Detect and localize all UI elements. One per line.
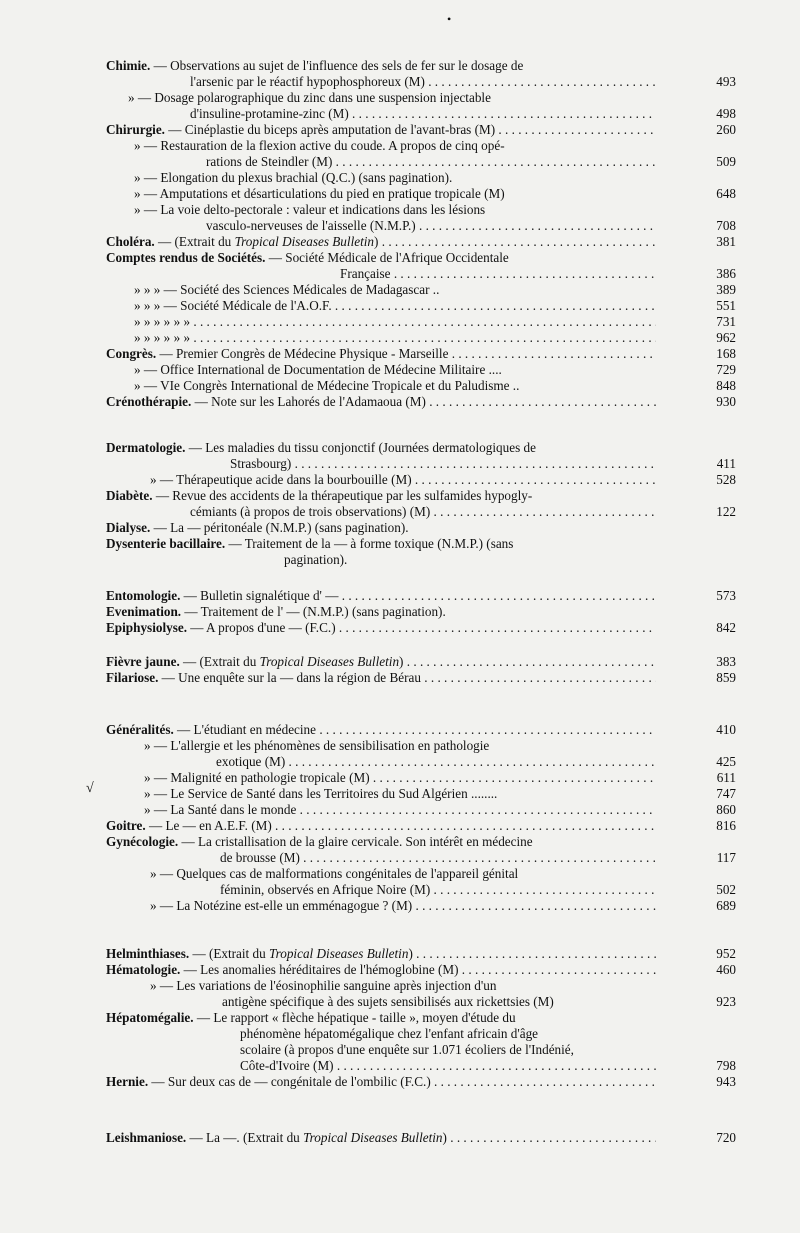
page-number: 260: [716, 122, 736, 137]
page-number: 502: [716, 882, 736, 897]
entry-heading: Dermatologie.: [106, 440, 186, 455]
page-number: 460: [716, 962, 736, 977]
index-entry: [0, 978, 800, 994]
entry-text: [150, 866, 692, 882]
page-number: 611: [716, 770, 736, 785]
entry-text: [144, 786, 656, 802]
index-entry: [0, 520, 800, 536]
entry-text: [144, 802, 656, 818]
entry-heading: Leishmaniose.: [106, 1130, 187, 1145]
entry-title: — Observations au sujet de l'influence des sels de fer sur le dosage de: [150, 58, 524, 73]
entry-title: — Traitement de l' — (N.M.P.) (sans pagination).: [181, 604, 446, 619]
page-number: 816: [716, 818, 736, 833]
entry-title: cémiants (à propos de trois observations) (M): [190, 504, 431, 519]
index-entry: [0, 818, 800, 834]
index-entry: [0, 250, 800, 266]
page-number: 389: [716, 282, 736, 297]
entry-title: — Une enquête sur la — dans la région de Bérau: [158, 670, 421, 685]
entry-title: » » » — Société des Sciences Médicales de Madagascar ..: [134, 282, 440, 297]
entry-text: [106, 394, 656, 410]
entry-text: [134, 202, 692, 218]
entry-text: [144, 770, 656, 786]
entry-text: [222, 994, 656, 1010]
index-entry: [0, 106, 800, 122]
entry-title: » » » — Société Médicale de l'A.O.F.: [134, 298, 332, 313]
entry-text: [190, 106, 656, 122]
entry-text: [106, 670, 656, 686]
entry-title: féminin, observés en Afrique Noire (M): [220, 882, 431, 897]
index-entry: [0, 202, 800, 218]
entry-heading: Comptes rendus de Sociétés.: [106, 250, 266, 265]
entry-title: — Sur deux cas de — congénitale de l'ombilic (F.C.): [148, 1074, 431, 1089]
page-number: 573: [716, 588, 736, 603]
entry-text: [106, 1130, 656, 1146]
journal-title: Tropical Diseases Bulletin: [303, 1130, 443, 1145]
index-entry: [0, 722, 800, 738]
page-number: 798: [716, 1058, 736, 1073]
index-entry: [0, 488, 800, 504]
page-number: 528: [716, 472, 736, 487]
index-entry: [0, 738, 800, 754]
entry-title: — Premier Congrès de Médecine Physique - Marseille: [156, 346, 449, 361]
index-entry: [0, 472, 800, 488]
entry-text: [240, 1026, 692, 1042]
entry-title: — Société Médicale de l'Afrique Occidentale: [265, 250, 509, 265]
page-number: 117: [716, 850, 736, 865]
page-number: 962: [716, 330, 736, 345]
entry-text: [134, 138, 692, 154]
entry-title: antigène spécifique à des sujets sensibilisés aux rickettsies (M): [222, 994, 554, 1009]
page-number: 168: [716, 346, 736, 361]
index-entry: [0, 882, 800, 898]
index-entry: [0, 138, 800, 154]
page-number: 729: [716, 362, 736, 377]
entry-text: [106, 620, 656, 636]
entry-text: [128, 90, 692, 106]
entry-text: [150, 472, 656, 488]
index-entry: [0, 266, 800, 282]
entry-title: — (Extrait du Tropical Diseases Bulletin): [189, 946, 413, 961]
page-number: 952: [716, 946, 736, 961]
entry-title: — Traitement de la — à forme toxique (N.M.P.) (sans: [225, 536, 514, 551]
entry-heading: Hématologie.: [106, 962, 181, 977]
page-number: 708: [716, 218, 736, 233]
index-entry: [0, 440, 800, 456]
entry-text: [106, 346, 656, 362]
index-entry: [0, 898, 800, 914]
index-entry: [0, 90, 800, 106]
entry-title: » — Amputations et désarticulations du pied en pratique tropicale (M): [134, 186, 505, 201]
page-number: 498: [716, 106, 736, 121]
entry-title: phénomène hépatomégalique chez l'enfant africain d'âge: [240, 1026, 539, 1041]
entry-text: [106, 834, 692, 850]
entry-text: [106, 946, 656, 962]
entry-heading: Chimie.: [106, 58, 151, 73]
entry-text: [106, 654, 656, 670]
entry-text: [220, 882, 656, 898]
entry-heading: Helminthiases.: [106, 946, 190, 961]
page-number: 731: [716, 314, 736, 329]
entry-heading: Choléra.: [106, 234, 155, 249]
index-entry: [0, 186, 800, 202]
index-entry: [0, 850, 800, 866]
top-mark: •: [447, 12, 452, 26]
entry-heading: Dialyse.: [106, 520, 151, 535]
entry-text: [106, 234, 656, 250]
entry-heading: Epiphysiolyse.: [106, 620, 187, 635]
index-entry: [0, 620, 800, 636]
index-entry: [0, 834, 800, 850]
entry-text: [106, 1074, 656, 1090]
index-entry: [0, 394, 800, 410]
entry-text: [106, 122, 656, 138]
entry-text: [206, 154, 656, 170]
entry-heading: Goitre.: [106, 818, 146, 833]
entry-title: » — Thérapeutique acide dans la bourbouille (M): [150, 472, 412, 487]
entry-title: » » » » » »: [134, 330, 191, 345]
entry-title: » — La Santé dans le monde: [144, 802, 297, 817]
index-entry: [0, 74, 800, 90]
entry-title: — Bulletin signalétique d' —: [180, 588, 339, 603]
index-entry: [0, 362, 800, 378]
entry-title: exotique (M): [216, 754, 286, 769]
entry-text: [106, 962, 656, 978]
entry-title: — A propos d'une — (F.C.): [187, 620, 336, 635]
entry-text: [106, 488, 692, 504]
page-number: 848: [716, 378, 736, 393]
index-entry: [0, 552, 800, 568]
index-entry: [0, 588, 800, 604]
entry-title: — Cinéplastie du biceps après amputation de l'avant-bras (M): [164, 122, 496, 137]
entry-text: [106, 536, 692, 552]
index-entry: [0, 58, 800, 74]
entry-title: scolaire (à propos d'une enquête sur 1.071 écoliers de l'Indénié,: [240, 1042, 574, 1057]
entry-heading: Hépatomégalie.: [106, 1010, 194, 1025]
page-number: 943: [716, 1074, 736, 1089]
index-entry: [0, 1042, 800, 1058]
index-entry: [0, 770, 800, 786]
page-number: 720: [716, 1130, 736, 1145]
page-number: 381: [716, 234, 736, 249]
entry-title: — Note sur les Lahorés de l'Adamaoua (M): [191, 394, 426, 409]
entry-title: » — L'allergie et les phénomènes de sensibilisation en pathologie: [144, 738, 490, 753]
page-number: 425: [716, 754, 736, 769]
entry-title: Française: [340, 266, 391, 281]
entry-title: — La cristallisation de la glaire cervicale. Son intérêt en médecine: [178, 834, 533, 849]
entry-text: [134, 298, 656, 314]
entry-text: [134, 330, 656, 346]
entry-title: l'arsenic par le réactif hypophosphoreux (M): [190, 74, 425, 89]
entry-heading: Filariose.: [106, 670, 159, 685]
index-entry: [0, 1058, 800, 1074]
entry-title: de brousse (M): [220, 850, 300, 865]
entry-heading: Hernie.: [106, 1074, 149, 1089]
index-entry: [0, 670, 800, 686]
entry-title: — Le — en A.E.F. (M): [145, 818, 272, 833]
index-entry: [0, 786, 800, 802]
index-entry: [0, 604, 800, 620]
entry-title: — L'étudiant en médecine: [173, 722, 317, 737]
entry-text: [106, 1010, 692, 1026]
page-number: 551: [716, 298, 736, 313]
index-entry: [0, 1074, 800, 1090]
page-number: 122: [716, 504, 736, 519]
index-entry: [0, 536, 800, 552]
entry-text: [134, 186, 656, 202]
index-entry: [0, 282, 800, 298]
page-number: 923: [716, 994, 736, 1009]
entry-text: [106, 722, 656, 738]
entry-title: — (Extrait du Tropical Diseases Bulletin): [179, 654, 404, 669]
entry-text: [206, 218, 656, 234]
entry-title: — Le rapport « flèche hépatique - taille », moyen d'étude du: [193, 1010, 516, 1025]
entry-heading: Evenimation.: [106, 604, 182, 619]
entry-heading: Chirurgie.: [106, 122, 165, 137]
entry-text: [134, 362, 656, 378]
index-entry: [0, 802, 800, 818]
index-entry: [0, 234, 800, 250]
entry-heading: Congrès.: [106, 346, 157, 361]
page-number: 747: [716, 786, 736, 801]
entry-title: d'insuline-protamine-zinc (M): [190, 106, 349, 121]
index-entry: [0, 154, 800, 170]
index-entry: [0, 378, 800, 394]
index-entry: [0, 994, 800, 1010]
page-number: 410: [716, 722, 736, 737]
index-entry: [0, 654, 800, 670]
page-number: 493: [716, 74, 736, 89]
entry-title: — La — péritonéale (N.M.P.) (sans pagination).: [150, 520, 409, 535]
page-number: 509: [716, 154, 736, 169]
entry-title: Strasbourg): [230, 456, 292, 471]
entry-title: » — Le Service de Santé dans les Territoires du Sud Algérien ........: [144, 786, 498, 801]
entry-title: rations de Steindler (M): [206, 154, 333, 169]
entry-title: » — Dosage polarographique du zinc dans une suspension injectable: [128, 90, 491, 105]
entry-text: [216, 754, 656, 770]
entry-text: [134, 378, 656, 394]
entry-text: [284, 552, 692, 568]
entry-heading: Crénothérapie.: [106, 394, 192, 409]
index-entry: [0, 1026, 800, 1042]
entry-text: [240, 1042, 692, 1058]
entry-text: [190, 74, 656, 90]
index-entry: [0, 346, 800, 362]
entry-text: [190, 504, 656, 520]
entry-text: [106, 818, 656, 834]
index-entry: [0, 866, 800, 882]
entry-heading: Fièvre jaune.: [106, 654, 180, 669]
entry-title: » — Quelques cas de malformations congénitales de l'appareil génital: [150, 866, 519, 881]
index-entry: [0, 314, 800, 330]
page-number: 842: [716, 620, 736, 635]
entry-text: [106, 520, 692, 536]
page-number: 930: [716, 394, 736, 409]
entry-text: [150, 898, 656, 914]
entry-title: » — VIe Congrès International de Médecine Tropicale et du Paludisme ..: [134, 378, 520, 393]
entry-text: [240, 1058, 656, 1074]
entry-text: [150, 978, 692, 994]
index-entry: [0, 946, 800, 962]
entry-title: » — La voie delto-pectorale : valeur et indications dans les lésions: [134, 202, 486, 217]
entry-text: [106, 588, 656, 604]
entry-title: — Les anomalies héréditaires de l'hémoglobine (M): [180, 962, 459, 977]
journal-title: Tropical Diseases Bulletin: [234, 234, 375, 249]
index-entry: [0, 298, 800, 314]
index-entry: [0, 504, 800, 520]
margin-check-mark: √: [86, 781, 94, 796]
journal-title: Tropical Diseases Bulletin: [259, 654, 400, 669]
index-entry: [0, 218, 800, 234]
entry-title: pagination).: [284, 552, 348, 567]
entry-title: — La —. (Extrait du Tropical Diseases Bulletin): [186, 1130, 447, 1145]
entry-text: [106, 250, 692, 266]
entry-text: [134, 314, 656, 330]
entry-text: [106, 604, 692, 620]
entry-text: [220, 850, 656, 866]
entry-text: [106, 58, 692, 74]
index-entry: [0, 122, 800, 138]
page-number: 648: [716, 186, 736, 201]
page-number: 411: [716, 456, 736, 471]
entry-title: » — La Notézine est-elle un emménagogue ? (M): [150, 898, 413, 913]
entry-heading: Gynécologie.: [106, 834, 179, 849]
entry-text: [134, 170, 692, 186]
page-number: 383: [716, 654, 736, 669]
index-entry: [0, 330, 800, 346]
page-number: 859: [716, 670, 736, 685]
entry-title: » — Elongation du plexus brachial (Q.C.) (sans pagination).: [134, 170, 453, 185]
index-entry: [0, 754, 800, 770]
index-entry: [0, 1010, 800, 1026]
index-entry: [0, 1130, 800, 1146]
entry-title: vasculo-nerveuses de l'aisselle (N.M.P.): [206, 218, 416, 233]
entry-title: » — Office International de Documentation de Médecine Militaire ....: [134, 362, 502, 377]
entry-heading: Entomologie.: [106, 588, 181, 603]
entry-title: Côte-d'Ivoire (M): [240, 1058, 334, 1073]
entry-title: » — Malignité en pathologie tropicale (M): [144, 770, 370, 785]
entry-title: » — Restauration de la flexion active du coude. A propos de cinq opé-: [134, 138, 505, 153]
page-number: 689: [716, 898, 736, 913]
entry-heading: Généralités.: [106, 722, 174, 737]
page-number: 386: [716, 266, 736, 281]
entry-text: [230, 456, 656, 472]
page-number: 860: [716, 802, 736, 817]
entry-title: — (Extrait du Tropical Diseases Bulletin): [154, 234, 379, 249]
index-entry: [0, 962, 800, 978]
index-entry: [0, 456, 800, 472]
entry-title: — Revue des accidents de la thérapeutique par les sulfamides hypogly-: [152, 488, 533, 503]
entry-title: » » » » » »: [134, 314, 191, 329]
entry-title: — Les maladies du tissu conjonctif (Journées dermatologiques de: [185, 440, 536, 455]
entry-text: [134, 282, 656, 298]
entry-text: [144, 738, 692, 754]
index-entry: [0, 170, 800, 186]
entry-heading: Diabète.: [106, 488, 153, 503]
entry-text: [106, 440, 692, 456]
entry-title: » — Les variations de l'éosinophilie sanguine après injection d'un: [150, 978, 497, 993]
entry-heading: Dysenterie bacillaire.: [106, 536, 226, 551]
journal-title: Tropical Diseases Bulletin: [269, 946, 409, 961]
entry-text: [340, 266, 656, 282]
